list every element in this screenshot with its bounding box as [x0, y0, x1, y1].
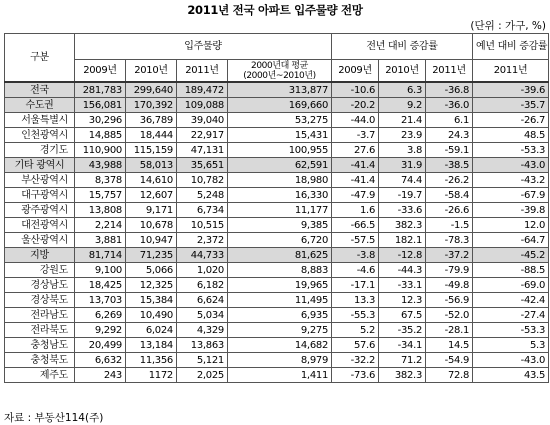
table-cell: 8,883: [228, 263, 332, 278]
row-label: 대구광역시: [5, 188, 75, 203]
table-cell: 6,269: [75, 308, 126, 323]
table-cell: 22,917: [177, 128, 228, 143]
table-cell: 31.9: [379, 158, 426, 173]
table-cell: -26.7: [473, 113, 549, 128]
table-cell: -1.5: [426, 218, 473, 233]
header-supply-group: 입주물량: [75, 34, 332, 60]
table-cell: 169,660: [228, 98, 332, 113]
table-cell: 1,411: [228, 368, 332, 383]
table-cell: 21.4: [379, 113, 426, 128]
table-cell: 10,678: [126, 218, 177, 233]
header-yoy-year: 2011년: [426, 60, 473, 83]
table-cell: 3,881: [75, 233, 126, 248]
table-cell: -10.6: [332, 82, 379, 98]
header-avg-line2: (2000년~2010년): [243, 70, 316, 81]
table-cell: 9,100: [75, 263, 126, 278]
table-cell: -12.8: [379, 248, 426, 263]
table-cell: -27.4: [473, 308, 549, 323]
table-cell: 182.1: [379, 233, 426, 248]
table-cell: 243: [75, 368, 126, 383]
table-cell: 14,610: [126, 173, 177, 188]
row-label: 전국: [5, 82, 75, 98]
table-row: [5, 82, 549, 98]
row-label: 경상남도: [5, 278, 75, 293]
table-row: [5, 128, 549, 143]
table-cell: 8,378: [75, 173, 126, 188]
table-cell: 13,703: [75, 293, 126, 308]
row-label: 인천광역시: [5, 128, 75, 143]
header-supply-year: 2011년: [177, 60, 228, 83]
table-cell: 10,782: [177, 173, 228, 188]
table-cell: 2,025: [177, 368, 228, 383]
row-label: 수도권: [5, 98, 75, 113]
table-cell: 35,651: [177, 158, 228, 173]
table-cell: -41.4: [332, 173, 379, 188]
table-cell: -57.5: [332, 233, 379, 248]
table-cell: -35.7: [473, 98, 549, 113]
table-cell: 9,275: [228, 323, 332, 338]
table-cell: 156,081: [75, 98, 126, 113]
table-cell: -73.6: [332, 368, 379, 383]
housing-supply-table: [4, 33, 549, 383]
table-cell: 5,034: [177, 308, 228, 323]
row-label: 기타 광역시: [5, 158, 75, 173]
table-cell: -3.8: [332, 248, 379, 263]
table-cell: 62,591: [228, 158, 332, 173]
table-cell: -67.9: [473, 188, 549, 203]
table-cell: 115,159: [126, 143, 177, 158]
table-cell: 15,384: [126, 293, 177, 308]
table-cell: -37.2: [426, 248, 473, 263]
header-avg-line1: 2000년대 평균: [251, 60, 308, 71]
table-cell: 53,275: [228, 113, 332, 128]
header-yoy-year: 2010년: [379, 60, 426, 83]
table-cell: 12,607: [126, 188, 177, 203]
table-cell: 382.3: [379, 218, 426, 233]
table-cell: 281,783: [75, 82, 126, 98]
table-cell: -33.6: [379, 203, 426, 218]
table-cell: -88.5: [473, 263, 549, 278]
table-cell: 4,329: [177, 323, 228, 338]
table-cell: 43.5: [473, 368, 549, 383]
row-label: 경상북도: [5, 293, 75, 308]
table-cell: -17.1: [332, 278, 379, 293]
table-cell: -59.1: [426, 143, 473, 158]
table-cell: 10,490: [126, 308, 177, 323]
header-avg-yoy-group: 예년 대비 증감률: [473, 34, 549, 60]
table-cell: -36.0: [426, 98, 473, 113]
table-cell: -44.3: [379, 263, 426, 278]
header-supply-year: 2010년: [126, 60, 177, 83]
table-row: [5, 263, 549, 278]
header-2000s-average: [228, 60, 332, 83]
table-cell: 20,499: [75, 338, 126, 353]
table-cell: -43.0: [473, 158, 549, 173]
table-cell: 11,356: [126, 353, 177, 368]
table-row: [5, 98, 549, 113]
table-cell: -56.9: [426, 293, 473, 308]
table-cell: 9,171: [126, 203, 177, 218]
table-cell: 36,789: [126, 113, 177, 128]
table-cell: -66.5: [332, 218, 379, 233]
table-cell: 8,979: [228, 353, 332, 368]
row-label: 광주광역시: [5, 203, 75, 218]
table-row: [5, 248, 549, 263]
table-cell: -53.3: [473, 323, 549, 338]
table-cell: 72.8: [426, 368, 473, 383]
row-label: 충청북도: [5, 353, 75, 368]
row-label: 전라북도: [5, 323, 75, 338]
table-cell: 10,947: [126, 233, 177, 248]
table-cell: 9,292: [75, 323, 126, 338]
table-cell: 11,177: [228, 203, 332, 218]
table-cell: 12.3: [379, 293, 426, 308]
table-row: [5, 338, 549, 353]
table-cell: -53.3: [473, 143, 549, 158]
unit-note: (단위 : 가구, %): [470, 20, 546, 32]
table-cell: -39.6: [473, 82, 549, 98]
table-cell: 67.5: [379, 308, 426, 323]
table-cell: 100,955: [228, 143, 332, 158]
table-cell: 6,734: [177, 203, 228, 218]
table-cell: 15,757: [75, 188, 126, 203]
header-avg-yoy-year: 2011년: [473, 60, 549, 83]
table-cell: -55.3: [332, 308, 379, 323]
table-row: [5, 278, 549, 293]
table-cell: 39,040: [177, 113, 228, 128]
table-cell: 6,935: [228, 308, 332, 323]
table-cell: 2,214: [75, 218, 126, 233]
table-cell: 9,385: [228, 218, 332, 233]
table-cell: 19,965: [228, 278, 332, 293]
table-cell: 10,515: [177, 218, 228, 233]
table-cell: -38.5: [426, 158, 473, 173]
row-label: 대전광역시: [5, 218, 75, 233]
table-cell: -45.2: [473, 248, 549, 263]
table-cell: 9.2: [379, 98, 426, 113]
table-cell: 57.6: [332, 338, 379, 353]
table-cell: -64.7: [473, 233, 549, 248]
table-row: [5, 158, 549, 173]
table-cell: 18,980: [228, 173, 332, 188]
table-row: [5, 308, 549, 323]
table-cell: 13,808: [75, 203, 126, 218]
table-cell: 71.2: [379, 353, 426, 368]
table-cell: 16,330: [228, 188, 332, 203]
table-row: [5, 233, 549, 248]
row-label: 경기도: [5, 143, 75, 158]
table-cell: 6,024: [126, 323, 177, 338]
table-cell: -41.4: [332, 158, 379, 173]
table-cell: -54.9: [426, 353, 473, 368]
header-yoy-group: 전년 대비 증감률: [332, 34, 473, 60]
table-cell: 24.3: [426, 128, 473, 143]
table-cell: -32.2: [332, 353, 379, 368]
table-row: [5, 143, 549, 158]
table-cell: 12.0: [473, 218, 549, 233]
table-cell: 14,885: [75, 128, 126, 143]
table-cell: 313,877: [228, 82, 332, 98]
table-cell: 5,066: [126, 263, 177, 278]
table-cell: 110,900: [75, 143, 126, 158]
table-cell: 13,863: [177, 338, 228, 353]
table-cell: 47,131: [177, 143, 228, 158]
row-label: 충청남도: [5, 338, 75, 353]
table-cell: 170,392: [126, 98, 177, 113]
source-note: 자료 : 부동산114(주): [4, 412, 104, 424]
table-cell: 74.4: [379, 173, 426, 188]
table-cell: 81,714: [75, 248, 126, 263]
table-cell: -20.2: [332, 98, 379, 113]
table-cell: 23.9: [379, 128, 426, 143]
header-yoy-year: 2009년: [332, 60, 379, 83]
table-cell: -78.3: [426, 233, 473, 248]
table-cell: 6.3: [379, 82, 426, 98]
table-cell: 58,013: [126, 158, 177, 173]
table-row: [5, 113, 549, 128]
table-cell: -43.0: [473, 353, 549, 368]
table-cell: 48.5: [473, 128, 549, 143]
row-label: 서울특별시: [5, 113, 75, 128]
table-cell: 27.6: [332, 143, 379, 158]
table-cell: -49.8: [426, 278, 473, 293]
table-cell: -79.9: [426, 263, 473, 278]
table-cell: -47.9: [332, 188, 379, 203]
table-row: [5, 203, 549, 218]
table-row: [5, 188, 549, 203]
table-cell: 12,325: [126, 278, 177, 293]
table-row: [5, 353, 549, 368]
table-cell: 5.2: [332, 323, 379, 338]
table-row: [5, 368, 549, 383]
table-cell: -36.8: [426, 82, 473, 98]
row-label: 부산광역시: [5, 173, 75, 188]
table-cell: 6,624: [177, 293, 228, 308]
table-cell: -35.2: [379, 323, 426, 338]
table-cell: 1.6: [332, 203, 379, 218]
table-cell: 81,625: [228, 248, 332, 263]
table-cell: -44.0: [332, 113, 379, 128]
table-cell: 6,182: [177, 278, 228, 293]
table-cell: 5.3: [473, 338, 549, 353]
table-cell: -3.7: [332, 128, 379, 143]
table-cell: -4.6: [332, 263, 379, 278]
table-cell: -58.4: [426, 188, 473, 203]
table-row: [5, 323, 549, 338]
table-cell: -69.0: [473, 278, 549, 293]
table-cell: 15,431: [228, 128, 332, 143]
table-cell: 13.3: [332, 293, 379, 308]
table-cell: 18,444: [126, 128, 177, 143]
table-cell: 13,184: [126, 338, 177, 353]
table-cell: 14.5: [426, 338, 473, 353]
table-row: [5, 173, 549, 188]
table-cell: -26.2: [426, 173, 473, 188]
table-cell: -19.7: [379, 188, 426, 203]
row-label: 전라남도: [5, 308, 75, 323]
table-cell: -39.8: [473, 203, 549, 218]
table-cell: -28.1: [426, 323, 473, 338]
table-cell: -42.4: [473, 293, 549, 308]
table-cell: 71,235: [126, 248, 177, 263]
header-supply-year: 2009년: [75, 60, 126, 83]
table-cell: 6,632: [75, 353, 126, 368]
table-row: [5, 218, 549, 233]
table-cell: -33.1: [379, 278, 426, 293]
row-label: 지방: [5, 248, 75, 263]
table-cell: 11,495: [228, 293, 332, 308]
table-row: [5, 293, 549, 308]
table-cell: 5,121: [177, 353, 228, 368]
table-cell: 6.1: [426, 113, 473, 128]
table-cell: 299,640: [126, 82, 177, 98]
table-cell: 1172: [126, 368, 177, 383]
table-cell: 382.3: [379, 368, 426, 383]
table-body: [5, 82, 549, 383]
table-cell: 44,733: [177, 248, 228, 263]
table-cell: 2,372: [177, 233, 228, 248]
table-title: 2011년 전국 아파트 입주물량 전망: [187, 3, 363, 17]
table-cell: 109,088: [177, 98, 228, 113]
table-cell: 5,248: [177, 188, 228, 203]
table-cell: -43.2: [473, 173, 549, 188]
table-cell: 1,020: [177, 263, 228, 278]
header-category: 구분: [5, 34, 75, 83]
table-cell: 43,988: [75, 158, 126, 173]
table-cell: 14,682: [228, 338, 332, 353]
table-cell: -26.6: [426, 203, 473, 218]
table-cell: -52.0: [426, 308, 473, 323]
table-cell: 3.8: [379, 143, 426, 158]
table-cell: -34.1: [379, 338, 426, 353]
table-cell: 6,720: [228, 233, 332, 248]
row-label: 제주도: [5, 368, 75, 383]
table-cell: 30,296: [75, 113, 126, 128]
row-label: 강원도: [5, 263, 75, 278]
table-cell: 189,472: [177, 82, 228, 98]
table-cell: 18,425: [75, 278, 126, 293]
row-label: 울산광역시: [5, 233, 75, 248]
